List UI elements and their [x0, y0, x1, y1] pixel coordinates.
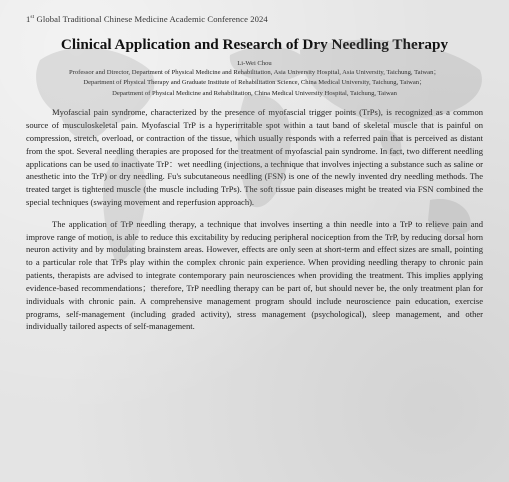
conference-ordinal: 1: [26, 14, 31, 24]
affiliation-3: Department of Physical Medicine and Rehabilitation, China Medical University Hospital, Taichung, Taiwan: [112, 89, 397, 97]
affiliation-1: Professor and Director, Department of Physical Medicine and Rehabilitation, Asia University Hospital, Asia University, Taichung, Taiwan；: [69, 69, 440, 76]
conference-header: [26, 14, 483, 24]
conference-ordinal-suffix: st: [30, 14, 35, 21]
author-name: Li-Wei Chou: [237, 60, 272, 67]
affiliation-2: Department of Physical Therapy and Graduate Institute of Rehabilitation Science, China Medical University, Taichung, Taiwan；: [83, 79, 426, 87]
abstract-paragraph-1: Myofascial pain syndrome, characterized by the presence of myofascial trigger points (TrPs), is recognized as a common source of musculoskeletal pain. Myofascial TrP is a hyperirritable spot within a taut band of skeletal muscle that is painful on compression, stretch, overload, or contraction of the tissue, which usually responds with a referred pain that is perceived as distant from the spot. Several needling therapies are proposed for the treatment of myofascial pain syndrome. In fact, two different needling applications can be used to inactivate TrP：wet needling (injections, a technique that involves injecting a substance such as saline or anesthetic into the TrP) or dry needling. Fu's subcutaneous needling (FSN) is one of the newly invented dry needling methods. The treated target is tightened muscle (the muscle including TrPs). The soft tissue pain diseases might be treated via FSN combined the special techniques (swaying movement and reperfusion approach).: [26, 107, 483, 207]
abstract-paragraph-2: The application of TrP needling therapy, a technique that involves inserting a thin needle into a TrP to relieve pain and improve range of motion, is able to reduce this excitability by reducing peripheral nociception from the TrP, by reducing dorsal horn neuron activity and by modulating brainstem areas. However, effects are only seen at short-term and effect sizes are small, pointing to a particular role that TrPs play within the complex chronic pain experience. When providing needling therapy to chronic pain patients, therapists are advised to integrate contemporary pain neurosciences when providing the treatment. This implies applying evidence-based recommendations；therefore, TrP needling therapy can be part of, but should never be, the only treatment plan for individuals with chronic pain. A comprehensive management program should include neuroscience pain education, exercise programs, self-management (including graded activity), stress management (psychological), sleep management, and other individually tailored aspects of self-management.: [26, 218, 483, 332]
conference-name: Global Traditional Chinese Medicine Academic Conference 2024: [36, 14, 268, 24]
paper-title: Clinical Application and Research of Dry Needling Therapy: [60, 36, 449, 53]
